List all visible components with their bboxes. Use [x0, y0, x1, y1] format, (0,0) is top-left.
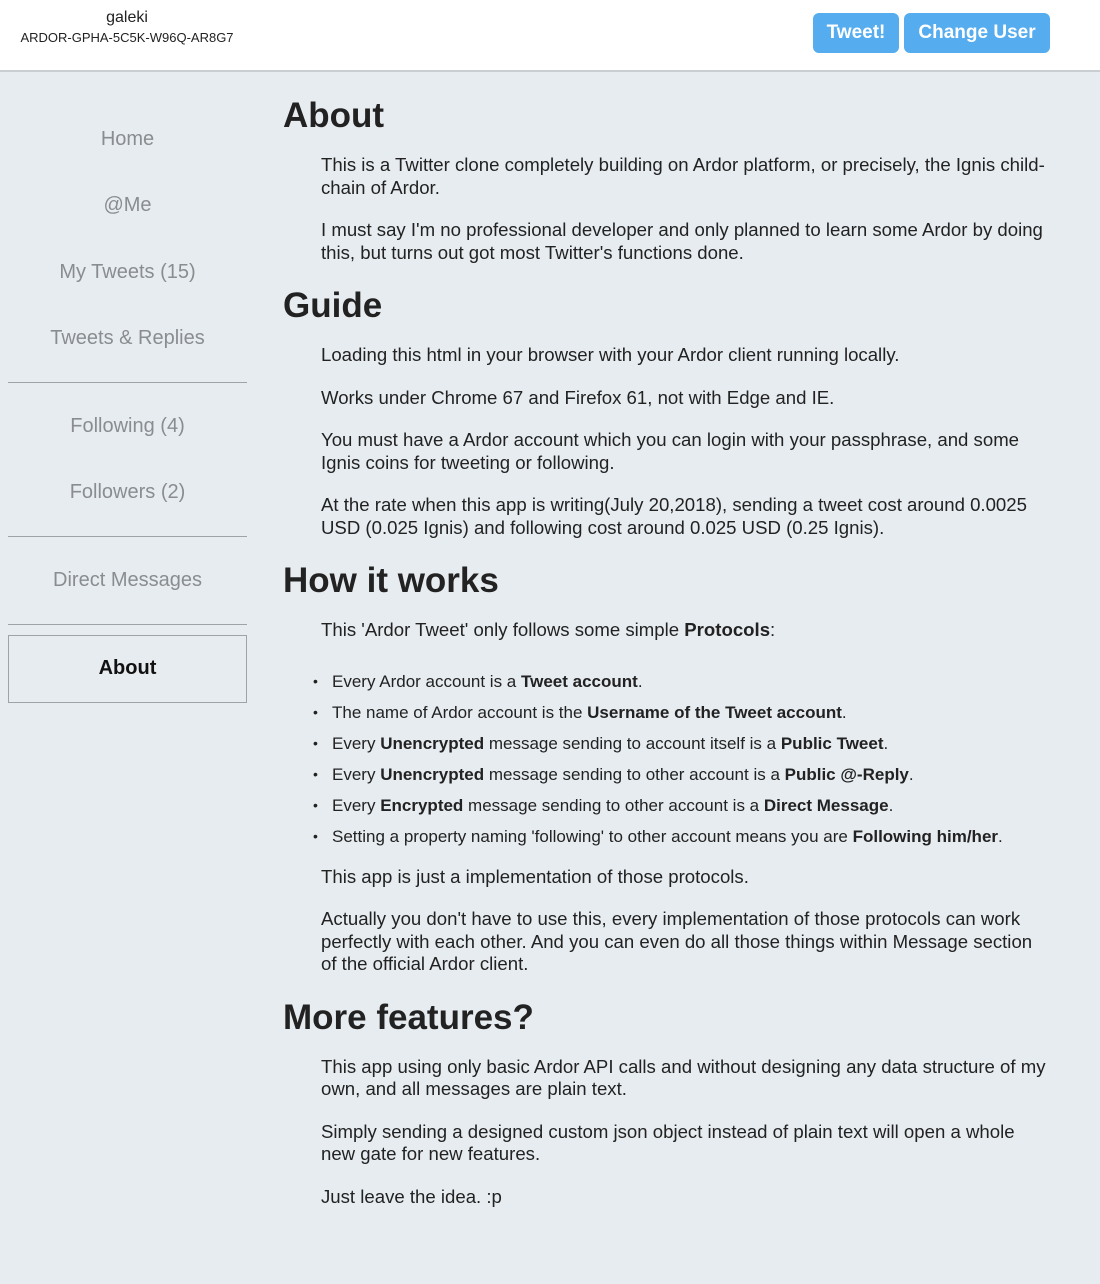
paragraph: You must have a Ardor account which you can login with your passphrase, and some Ignis coins for tweeting or following. [321, 429, 1020, 473]
text-span: : [770, 619, 776, 640]
text-span: Every [332, 733, 381, 753]
bold-text: Public Tweet [780, 733, 884, 753]
text-span: . [637, 671, 643, 691]
section-title-how-it-works: How it works [283, 561, 499, 600]
sidebar-item-tweets-replies[interactable]: Tweets & Replies [50, 327, 205, 350]
paragraph: Works under Chrome 67 and Firefox 61, not with Edge and IE. [321, 386, 835, 408]
top-header [0, 0, 1100, 72]
list-item [307, 821, 1063, 852]
text-span: This 'Ardor Tweet' only follows some simple [321, 619, 685, 640]
account-id: ARDOR-GPHA-5C5K-W96Q-AR8G7 [20, 30, 234, 45]
section-title-about: About [283, 96, 385, 135]
bold-text: Protocols [684, 619, 771, 640]
text-span: . [908, 764, 914, 784]
paragraph: Just leave the idea. :p [321, 1185, 502, 1207]
text-span: message sending to other account is a [463, 795, 764, 815]
bold-text: Following him/her [852, 826, 999, 846]
bold-text: Username of the Tweet account [587, 702, 842, 722]
sidebar-item-following[interactable]: Following (4) [70, 414, 185, 437]
list-item [307, 728, 1063, 759]
bold-text: Direct Message [763, 795, 889, 815]
section-title-more-features: More features? [283, 997, 534, 1037]
text-span: . [841, 702, 847, 722]
bold-text: Tweet account [520, 671, 638, 691]
username: galeki [106, 9, 148, 26]
sidebar-item-followers[interactable]: Followers (2) [69, 481, 186, 504]
sidebar-item-home[interactable]: Home [100, 127, 155, 150]
tweet-button[interactable]: Tweet! [813, 13, 899, 53]
text-span: Every [332, 795, 381, 815]
section-title-guide: Guide [283, 286, 383, 325]
paragraph: I must say I'm no professional developer and only planned to learn some Ardor by doing this, but turns out got most Twitter's functions done. [321, 219, 1043, 263]
text-span: Setting a property naming 'following' to other account means you are [332, 826, 853, 846]
paragraph: This app is just a implementation of those protocols. [321, 865, 749, 887]
bold-text: Encrypted [380, 795, 464, 815]
text-span: Every Ardor account is a [332, 671, 521, 691]
sidebar-divider [8, 536, 247, 537]
sidebar-divider [8, 382, 247, 383]
current-user [0, 8, 254, 48]
text-span: message sending to other account is a [484, 764, 785, 784]
about-content [283, 94, 1063, 1228]
sidebar-nav [8, 106, 247, 703]
list-item [307, 759, 1063, 790]
list-item [307, 697, 1063, 728]
paragraph: Simply sending a designed custom json object instead of plain text will open a whole new gate for new features. [321, 1120, 1015, 1164]
paragraph: Loading this html in your browser with your Ardor client running locally. [321, 344, 900, 365]
text-span: . [883, 733, 889, 753]
sidebar-item-my-tweets[interactable]: My Tweets (15) [59, 260, 196, 283]
text-span: . [888, 795, 894, 815]
sidebar-item-me[interactable]: @Me [103, 194, 152, 217]
paragraph: At the rate when this app is writing(July 20,2018), sending a tweet cost around 0.0025 USD (0.025 Ignis) and following cost around 0.025 USD (0.25 Ignis). [321, 494, 1027, 538]
list-item [307, 790, 1063, 821]
bold-text: Unencrypted [380, 733, 485, 753]
paragraph: This is a Twitter clone completely building on Ardor platform, or precisely, the Ignis child-chain of Ardor. [321, 154, 1045, 198]
bold-text: Unencrypted [380, 764, 485, 784]
text-span: message sending to account itself is a [484, 733, 781, 753]
sidebar-item-about[interactable]: About [8, 635, 247, 703]
protocols-intro [321, 619, 1051, 642]
text-span: Every [332, 764, 381, 784]
paragraph: Actually you don't have to use this, every implementation of those protocols can work perfectly with each other. And you can even do all those things within Message section of the official Ardor client. [321, 908, 1033, 974]
text-span: . [998, 826, 1003, 846]
list-item [307, 666, 1063, 697]
sidebar-divider [8, 624, 247, 625]
paragraph: This app using only basic Ardor API calls and without designing any data structure of my own, and all messages are plain text. [321, 1055, 1046, 1099]
bold-text: Public @-Reply [784, 764, 909, 784]
sidebar-item-direct-messages[interactable]: Direct Messages [53, 568, 202, 591]
text-span: The name of Ardor account is the [332, 702, 588, 722]
protocol-list [307, 666, 1063, 852]
change-user-button[interactable]: Change User [904, 13, 1050, 53]
